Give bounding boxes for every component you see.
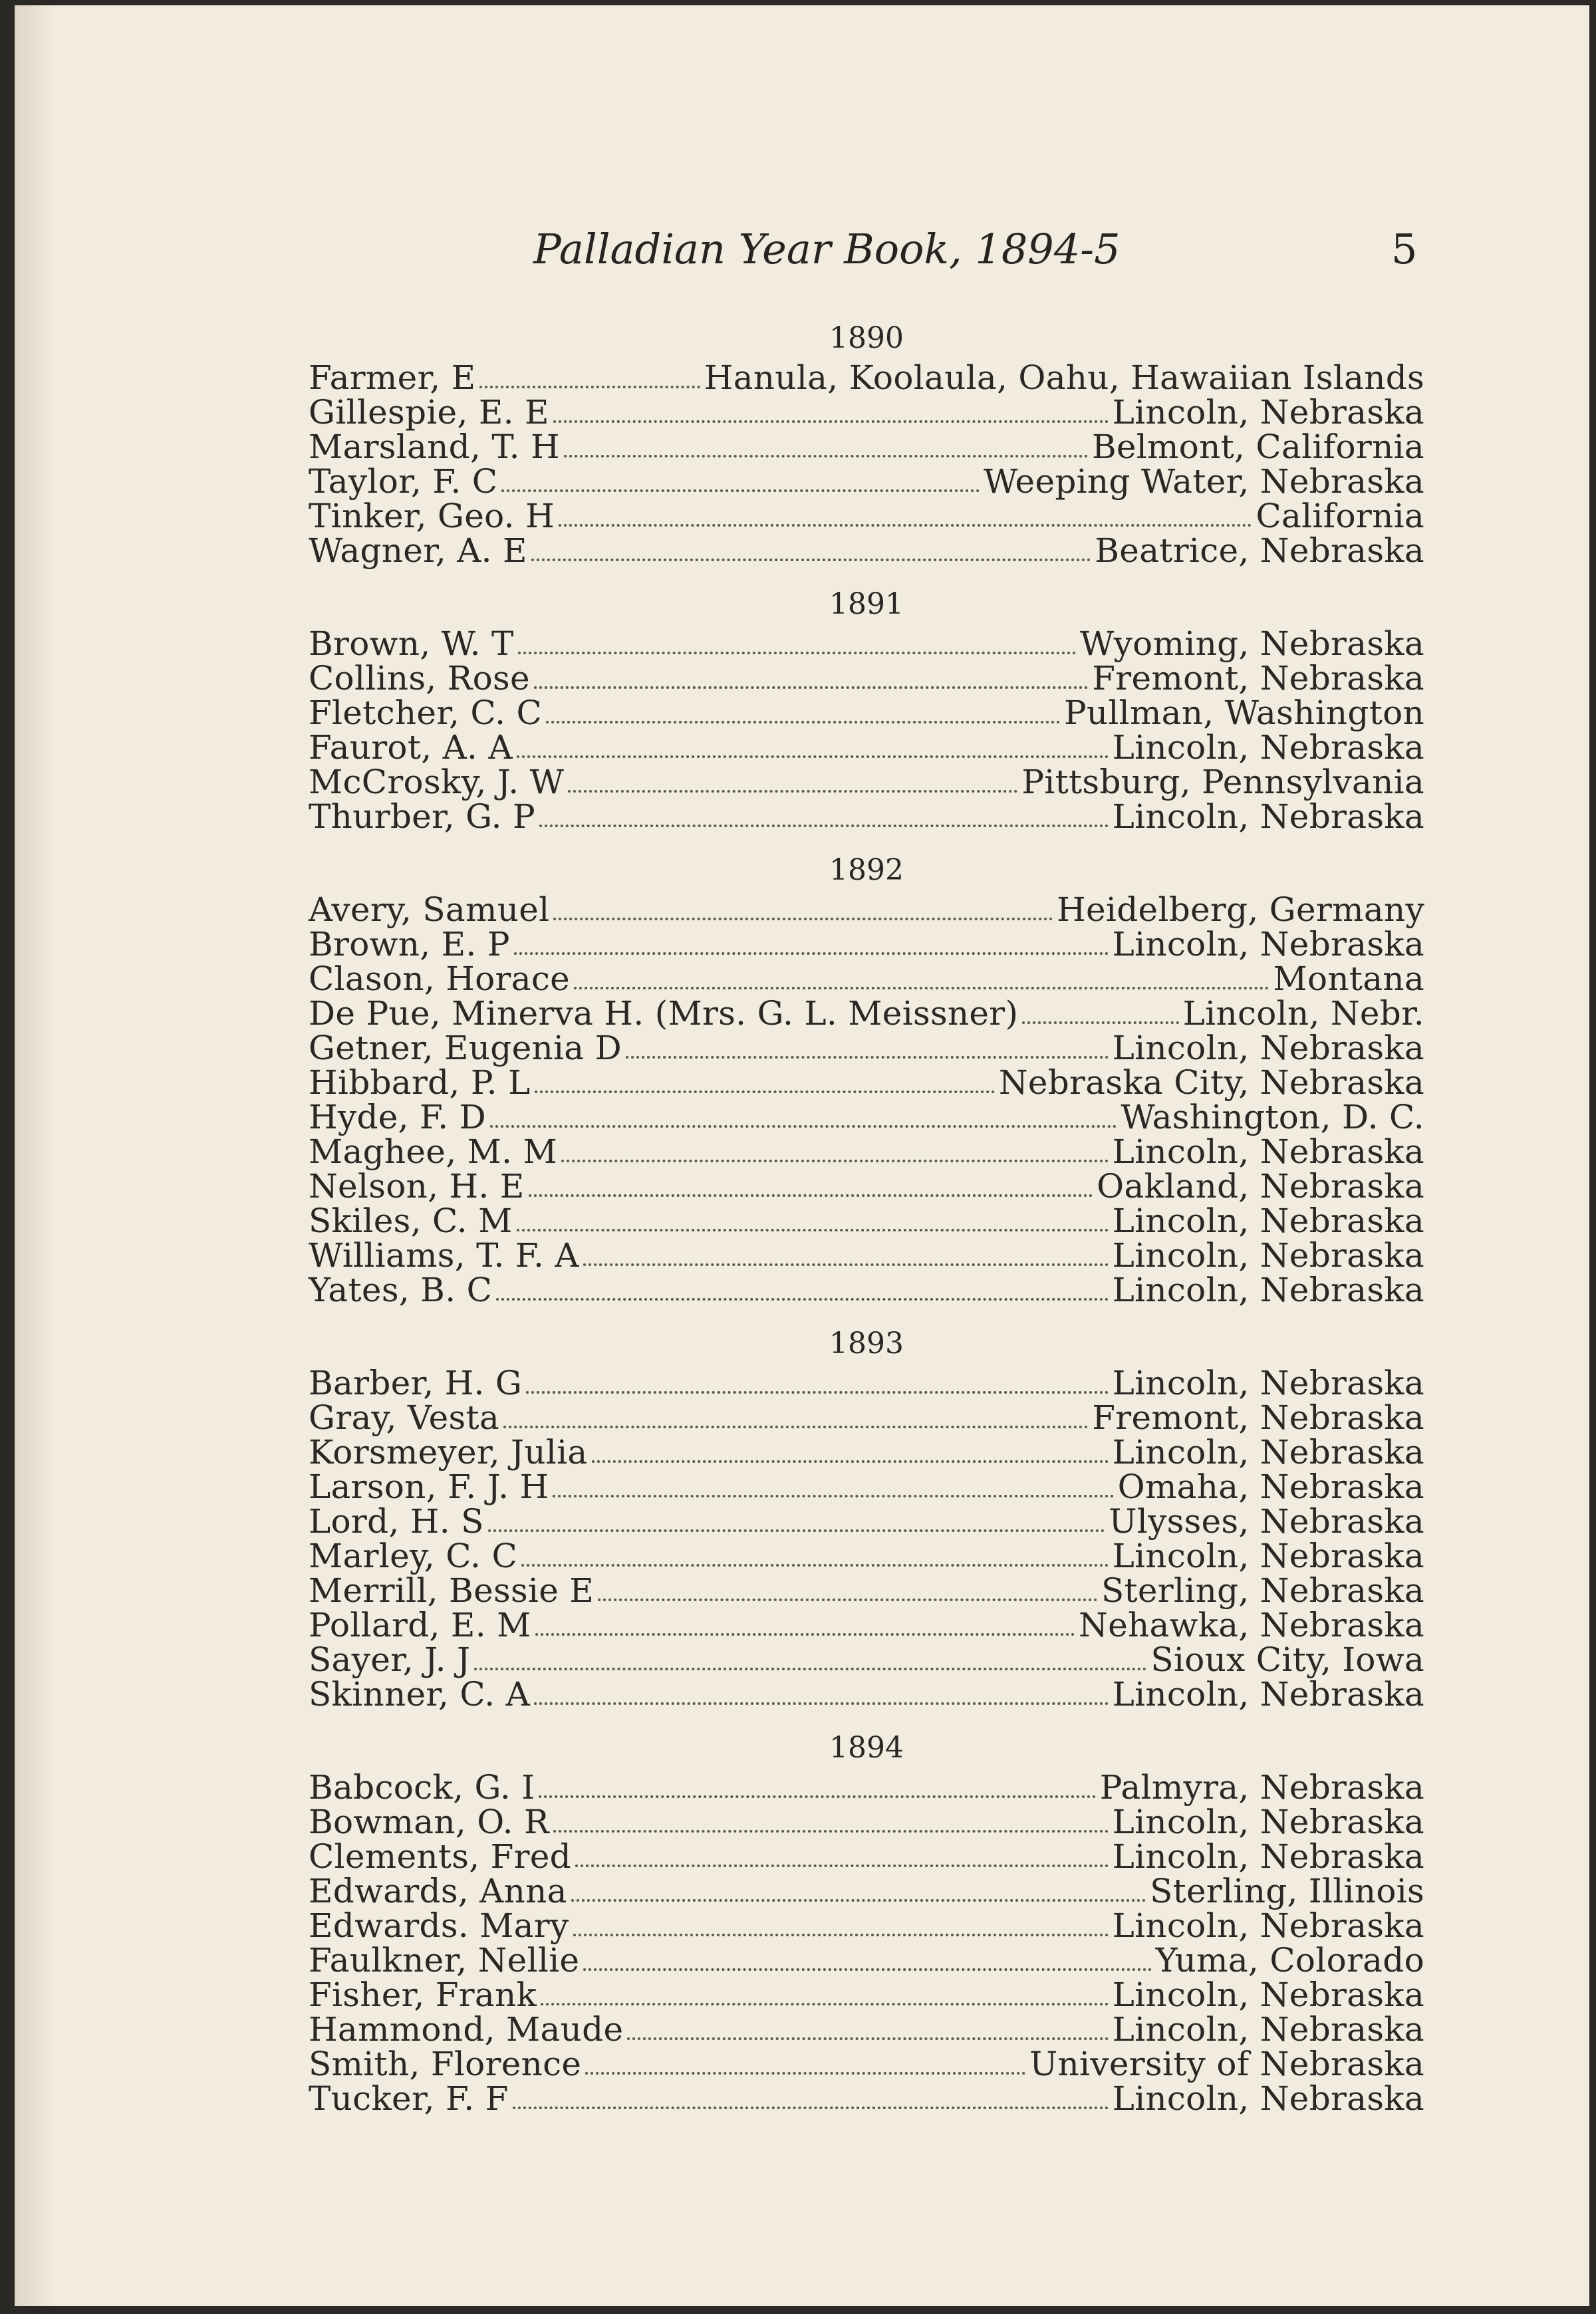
- dot-leader: [534, 686, 1088, 689]
- member-entry: [309, 1908, 1424, 1943]
- member-entry: [309, 927, 1424, 962]
- member-entry: [309, 1573, 1424, 1608]
- member-location: Lincoln, Nebraska: [1112, 925, 1424, 964]
- member-location: Lincoln, Nebraska: [1112, 1202, 1424, 1240]
- member-location: Lincoln, Nebraska: [1112, 1132, 1424, 1171]
- year-heading: 1892: [829, 853, 904, 887]
- member-name: Gillespie, E. E: [309, 393, 549, 432]
- dot-leader: [539, 1795, 1095, 1798]
- member-entry: [309, 962, 1424, 996]
- dot-leader: [564, 455, 1088, 457]
- dot-leader: [535, 1633, 1075, 1636]
- member-name: Hibbard, P. L: [309, 1063, 531, 1102]
- member-name: Edwards, Anna: [309, 1872, 567, 1910]
- member-name: Clason, Horace: [309, 960, 571, 998]
- year-heading: 1891: [829, 587, 904, 621]
- member-location: Lincoln, Nebraska: [1112, 1675, 1424, 1714]
- dot-leader: [474, 1668, 1146, 1670]
- member-location: Hanula, Koolaula, Oahu, Hawaiian Islands: [704, 358, 1424, 397]
- member-entry: [309, 996, 1424, 1031]
- dot-leader: [541, 2003, 1108, 2005]
- member-location: Pittsburg, Pennsylvania: [1021, 763, 1424, 801]
- member-location: Fremont, Nebraska: [1092, 1398, 1424, 1437]
- member-name: Taylor, F. C: [309, 462, 498, 501]
- year-heading: 1893: [829, 1327, 904, 1360]
- member-entry: [309, 1065, 1424, 1100]
- member-entry: [309, 1470, 1424, 1504]
- member-name: Williams, T. F. A: [309, 1236, 579, 1275]
- member-entry: [309, 360, 1424, 395]
- member-list: [309, 317, 1424, 2130]
- dot-leader: [529, 1194, 1093, 1197]
- member-entry: [309, 1238, 1424, 1273]
- member-entry: [309, 1978, 1424, 2012]
- member-location: Lincoln, Nebraska: [1112, 1364, 1424, 1402]
- member-location: Lincoln, Nebraska: [1112, 1433, 1424, 1472]
- member-location: Lincoln, Nebraska: [1112, 1236, 1424, 1275]
- member-location: Lincoln, Nebraska: [1112, 1976, 1424, 2014]
- member-location: Palmyra, Nebraska: [1099, 1768, 1424, 1807]
- dot-leader: [513, 2107, 1109, 2109]
- dot-leader: [521, 1564, 1109, 1567]
- member-name: Hyde, F. D: [309, 1098, 487, 1136]
- member-location: Nebraska City, Nebraska: [998, 1063, 1424, 1102]
- member-location: Oakland, Nebraska: [1097, 1167, 1424, 1206]
- dot-leader: [496, 1298, 1108, 1301]
- dot-leader: [479, 386, 700, 388]
- member-entry: [309, 499, 1424, 533]
- member-name: Faulkner, Nellie: [309, 1941, 580, 1980]
- member-name: Marsland, T. H: [309, 428, 560, 466]
- dot-leader: [583, 1263, 1109, 1266]
- member-entry: [309, 2047, 1424, 2081]
- member-name: Korsmeyer, Julia: [309, 1433, 588, 1472]
- member-location: Lincoln, Nebraska: [1112, 728, 1424, 767]
- member-location: Sioux City, Iowa: [1150, 1640, 1424, 1679]
- member-name: Bowman, O. R: [309, 1803, 549, 1841]
- member-entry: [309, 1874, 1424, 1908]
- member-entry: [309, 1770, 1424, 1805]
- member-location: Lincoln, Nebraska: [1112, 1271, 1424, 1309]
- member-entry: [309, 799, 1424, 834]
- member-entry: [309, 1400, 1424, 1435]
- member-name: Edwards. Mary: [309, 1906, 569, 1945]
- dot-leader: [517, 755, 1109, 758]
- dot-leader: [517, 1229, 1109, 1231]
- dot-leader: [568, 790, 1017, 793]
- dot-leader: [526, 1391, 1108, 1394]
- member-entry: [309, 1435, 1424, 1470]
- member-entry: [309, 464, 1424, 499]
- year-section: [309, 848, 1424, 1307]
- member-entry: [309, 1805, 1424, 1839]
- year-section: [309, 1726, 1424, 2116]
- page-header: [15, 225, 1589, 285]
- dot-leader: [553, 1830, 1109, 1833]
- member-location: California: [1256, 497, 1424, 535]
- member-entry: [309, 1642, 1424, 1677]
- dot-leader: [573, 1934, 1109, 1936]
- member-location: Weeping Water, Nebraska: [983, 462, 1424, 501]
- member-location: Fremont, Nebraska: [1092, 659, 1424, 698]
- dot-leader: [571, 1899, 1146, 1902]
- member-name: Nelson, H. E: [309, 1167, 525, 1206]
- dot-leader: [534, 1702, 1109, 1705]
- member-name: Fletcher, C. C: [309, 694, 543, 732]
- dot-leader: [561, 1160, 1109, 1162]
- running-title: Palladian Year Book, 1894-5: [533, 225, 1121, 273]
- member-name: Yates, B. C: [309, 1271, 493, 1309]
- year-section: [309, 582, 1424, 834]
- member-name: Skinner, C. A: [309, 1675, 531, 1714]
- member-name: Marley, C. C: [309, 1537, 518, 1575]
- member-entry: [309, 730, 1424, 765]
- member-name: Clements, Fred: [309, 1837, 571, 1876]
- member-location: Lincoln, Nebraska: [1112, 393, 1424, 432]
- member-location: Heidelberg, Germany: [1057, 890, 1424, 929]
- member-location: Washington, D. C.: [1121, 1098, 1424, 1136]
- dot-leader: [553, 918, 1053, 920]
- member-location: Omaha, Nebraska: [1117, 1468, 1424, 1506]
- member-name: Gray, Vesta: [309, 1398, 500, 1437]
- dot-leader: [585, 2072, 1025, 2075]
- member-name: Wagner, A. E: [309, 531, 527, 570]
- member-name: Tinker, Geo. H: [309, 497, 555, 535]
- member-name: Merrill, Bessie E: [309, 1571, 595, 1610]
- member-location: Wyoming, Nebraska: [1080, 624, 1424, 663]
- member-entry: [309, 1134, 1424, 1169]
- member-entry: [309, 1608, 1424, 1642]
- dot-leader: [535, 1091, 995, 1093]
- member-location: Lincoln, Nebraska: [1112, 1906, 1424, 1945]
- dot-leader: [518, 652, 1076, 654]
- book-page: [15, 5, 1589, 2306]
- member-entry: [309, 1366, 1424, 1400]
- page-number: 5: [1391, 225, 1418, 273]
- dot-leader: [592, 1460, 1109, 1463]
- member-name: Faurot, A. A: [309, 728, 513, 767]
- member-location: Lincoln, Nebraska: [1112, 2079, 1424, 2118]
- dot-leader: [490, 1125, 1117, 1128]
- member-entry: [309, 1031, 1424, 1065]
- member-entry: [309, 1839, 1424, 1874]
- member-name: Lord, H. S: [309, 1502, 484, 1541]
- member-name: Sayer, J. J: [309, 1640, 471, 1679]
- dot-leader: [559, 524, 1252, 527]
- member-location: Lincoln, Nebraska: [1112, 2010, 1424, 2049]
- member-entry: [309, 765, 1424, 799]
- dot-leader: [503, 1426, 1088, 1428]
- dot-leader: [1022, 1021, 1178, 1024]
- dot-leader: [574, 987, 1269, 989]
- member-name: McCrosky, J. W: [309, 763, 565, 801]
- member-entry: [309, 2081, 1424, 2116]
- member-location: Sterling, Illinois: [1150, 1872, 1424, 1910]
- member-entry: [309, 696, 1424, 730]
- year-section: [309, 317, 1424, 568]
- member-entry: [309, 626, 1424, 661]
- member-location: Lincoln, Nebraska: [1112, 797, 1424, 836]
- member-name: Avery, Samuel: [309, 890, 550, 929]
- dot-leader: [501, 489, 980, 492]
- member-location: Nehawka, Nebraska: [1079, 1606, 1424, 1644]
- member-entry: [309, 1677, 1424, 1712]
- member-name: Tucker, F. F: [309, 2079, 509, 2118]
- member-name: Babcock, G. I: [309, 1768, 535, 1807]
- member-entry: [309, 892, 1424, 927]
- page-gutter: [15, 5, 55, 2306]
- dot-leader: [539, 825, 1109, 827]
- dot-leader: [598, 1599, 1097, 1601]
- member-name: Hammond, Maude: [309, 2010, 624, 2049]
- member-name: Brown, W. T: [309, 624, 514, 663]
- member-location: Yuma, Colorado: [1155, 1941, 1424, 1980]
- member-entry: [309, 430, 1424, 464]
- member-location: Sterling, Nebraska: [1101, 1571, 1424, 1610]
- year-section: [309, 1322, 1424, 1712]
- member-location: Lincoln, Nebraska: [1112, 1537, 1424, 1575]
- dot-leader: [514, 952, 1109, 955]
- member-location: Beatrice, Nebraska: [1095, 531, 1424, 570]
- member-location: Belmont, California: [1091, 428, 1424, 466]
- member-name: Collins, Rose: [309, 659, 530, 698]
- member-name: Farmer, E: [309, 358, 476, 397]
- dot-leader: [626, 1056, 1109, 1059]
- member-location: Lincoln, Nebraska: [1112, 1803, 1424, 1841]
- dot-leader: [531, 559, 1091, 561]
- dot-leader: [546, 721, 1060, 723]
- member-name: Maghee, M. M: [309, 1132, 557, 1171]
- member-location: Lincoln, Nebr.: [1182, 994, 1424, 1033]
- member-name: Getner, Eugenia D: [309, 1029, 622, 1067]
- member-name: Barber, H. G: [309, 1364, 523, 1402]
- member-name: Larson, F. J. H: [309, 1468, 549, 1506]
- member-entry: [309, 2012, 1424, 2047]
- member-name: Skiles, C. M: [309, 1202, 513, 1240]
- member-entry: [309, 395, 1424, 430]
- member-location: University of Nebraska: [1029, 2045, 1424, 2083]
- dot-leader: [488, 1529, 1105, 1532]
- member-location: Montana: [1273, 960, 1424, 998]
- member-location: Lincoln, Nebraska: [1112, 1029, 1424, 1067]
- year-heading: 1894: [829, 1731, 904, 1765]
- member-name: Brown, E. P: [309, 925, 510, 964]
- dot-leader: [575, 1864, 1109, 1867]
- dot-leader: [553, 1495, 1113, 1497]
- dot-leader: [553, 420, 1109, 423]
- member-location: Lincoln, Nebraska: [1112, 1837, 1424, 1876]
- dot-leader: [583, 1968, 1151, 1971]
- dot-leader: [627, 2037, 1108, 2040]
- member-entry: [309, 661, 1424, 696]
- member-name: Smith, Florence: [309, 2045, 582, 2083]
- member-entry: [309, 1204, 1424, 1238]
- year-heading: 1890: [829, 321, 904, 355]
- member-name: De Pue, Minerva H. (Mrs. G. L. Meissner): [309, 994, 1019, 1033]
- member-name: Pollard, E. M: [309, 1606, 531, 1644]
- member-entry: [309, 1273, 1424, 1307]
- member-name: Fisher, Frank: [309, 1976, 537, 2014]
- member-location: Pullman, Washington: [1063, 694, 1424, 732]
- member-entry: [309, 1539, 1424, 1573]
- member-entry: [309, 1100, 1424, 1134]
- member-entry: [309, 533, 1424, 568]
- member-entry: [309, 1169, 1424, 1204]
- member-location: Ulysses, Nebraska: [1109, 1502, 1424, 1541]
- member-entry: [309, 1504, 1424, 1539]
- member-name: Thurber, G. P: [309, 797, 535, 836]
- member-entry: [309, 1943, 1424, 1978]
